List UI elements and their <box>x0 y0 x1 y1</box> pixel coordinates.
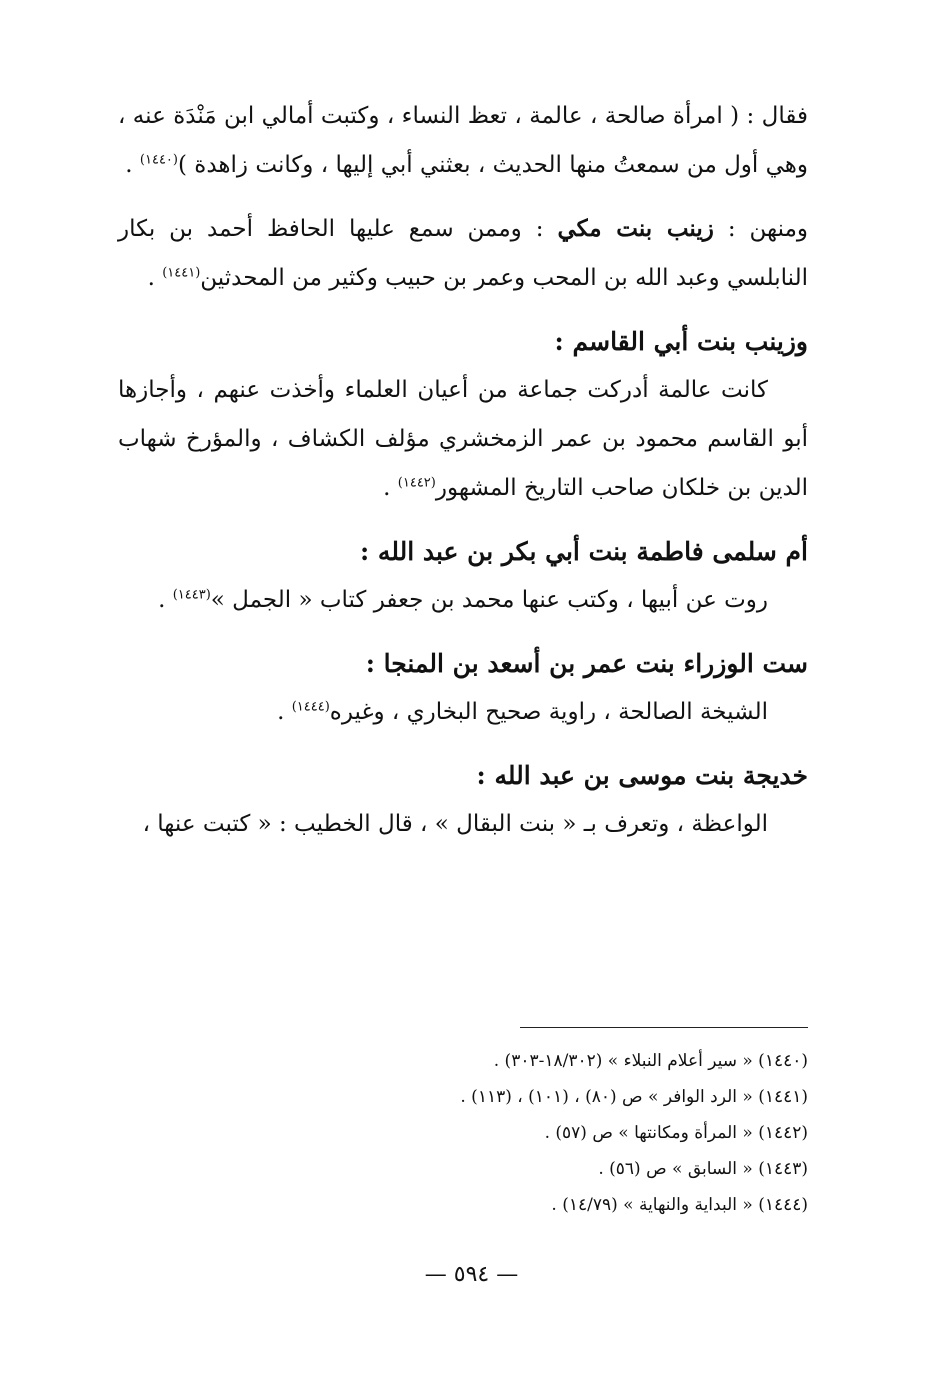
footnote-ref: (١٤٤٠) <box>139 152 178 168</box>
paragraph-line: فقال : ( امرأة صالحة ، عالمة ، تعظ النساء ، وكتبت أمالي ابن مَنْدَة عنه ، <box>118 103 808 129</box>
paragraph-quote <box>118 92 808 190</box>
footnote-ref: (١٤٤١) <box>162 265 201 281</box>
section-heading: خديجة بنت موسى بن عبد الله : <box>476 761 808 790</box>
paragraph-text: : وممن سمع عليها الحافظ أحمد بن بكار النابلسي وعبد الله بن المحب وعمر بن حبيب وكثير من المحدثين <box>118 216 808 291</box>
paragraph-line: وهي أول من سمعتُ منها الحديث ، بعثني أبي إليها ، وكانت <box>255 152 808 178</box>
footnote-ref: (١٤٤٢) <box>397 475 436 491</box>
page-number: — ٥٩٤ — <box>424 1262 519 1287</box>
footnote: (١٤٤٤) « البداية والنهاية » (١٤/٧٩) . <box>551 1195 808 1215</box>
footnote: (١٤٤١) « الرد الوافر » ص (٨٠) ، (١٠١) ، (١١٣) . <box>460 1087 808 1107</box>
sentence-end: . <box>158 587 173 613</box>
page-body <box>118 92 808 863</box>
section-text: الشيخة الصالحة ، راوية صحيح البخاري ، وغيره <box>329 699 768 725</box>
section-text: روت عن أبيها ، وكتب عنها محمد بن جعفر كتاب « الجمل » <box>210 587 768 613</box>
section-umm-salma <box>118 527 808 625</box>
section-text: الواعظة ، وتعرف بـ « بنت البقال » ، قال الخطيب : « كتبت عنها ، <box>142 811 768 837</box>
footnote: (١٤٤٣) « السابق » ص (٥٦) . <box>598 1159 808 1179</box>
footnote-divider <box>520 1027 808 1028</box>
footnote: (١٤٤٠) « سير أعلام النبلاء » (١٨/٣٠٢-٣٠٣) . <box>493 1051 808 1071</box>
person-name: زينب بنت مكي <box>557 215 714 242</box>
section-zaynab-abi-alqasim <box>118 317 808 513</box>
sentence-end: . <box>147 265 163 291</box>
section-heading: ست الوزراء بنت عمر بن أسعد بن المنجا : <box>365 649 808 678</box>
sentence-end: . <box>383 475 398 501</box>
sentence-end: . <box>125 152 140 178</box>
footnote-ref: (١٤٤٤) <box>291 699 330 715</box>
footnote-ref: (١٤٤٣) <box>172 587 211 603</box>
section-heading: أم سلمى فاطمة بنت أبي بكر بن عبد الله : <box>360 537 808 566</box>
paragraph-zaynab-makki <box>118 204 808 303</box>
section-heading: وزينب بنت أبي القاسم : <box>554 327 808 356</box>
section-text: كانت عالمة أدركت جماعة من أعيان العلماء وأخذت عنهم ، وأجازها أبو القاسم محمود بن عمر الزمخشري مؤلف الكشاف ، والمؤرخ شهاب الدين بن خلكان صاحب التاريخ المشهور <box>118 377 808 501</box>
section-khadija <box>118 751 808 849</box>
paragraph-lead: ومنهن : <box>713 216 808 242</box>
footnote: (١٤٤٢) « المرأة ومكانتها » ص (٥٧) . <box>544 1123 808 1143</box>
section-sitt-alwuzara <box>118 639 808 737</box>
footnotes <box>248 1043 808 1223</box>
sentence-end: . <box>277 699 292 725</box>
paragraph-line: زاهدة ) <box>178 152 249 178</box>
